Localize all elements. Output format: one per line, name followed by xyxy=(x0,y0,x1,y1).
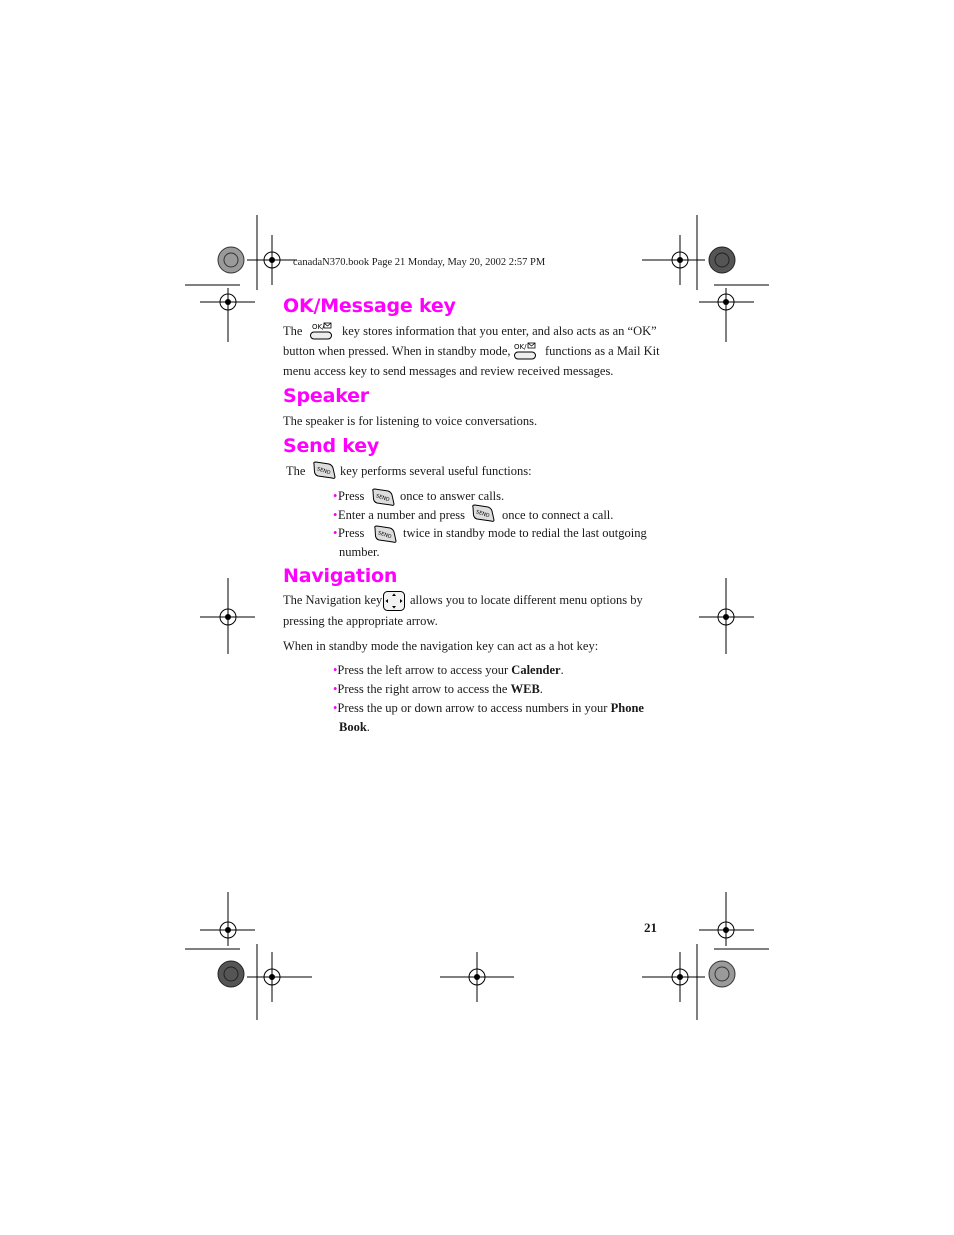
bullet-marker: • xyxy=(333,526,338,540)
send-key-heading: Send key xyxy=(283,435,380,457)
bullet-marker: • xyxy=(333,682,338,696)
nav-b2-end: . xyxy=(539,682,543,696)
nav-b3-pre: Press the up or down arrow to access numbers in your xyxy=(337,701,608,715)
bullet-marker: • xyxy=(333,508,338,522)
navigation-heading: Navigation xyxy=(283,565,398,587)
send-b3-post: twice in standby mode to redial the last outgoing xyxy=(403,526,647,540)
send-key-label: SEND xyxy=(475,509,491,520)
web-label: WEB xyxy=(510,682,540,696)
send-key-label: SEND xyxy=(375,493,391,504)
send-key-icon xyxy=(311,460,337,480)
send-b2-pre: Enter a number and press xyxy=(338,508,466,522)
ok-line1-pre: The xyxy=(283,324,303,338)
nav-p1-post: allows you to locate different menu options by xyxy=(410,593,643,607)
send-b1-pre: Press xyxy=(338,489,365,503)
page-number: 21 xyxy=(644,920,657,935)
navigation-key-icon xyxy=(382,590,406,612)
nav-p1-pre: The Navigation key xyxy=(283,593,383,607)
bullet-marker: • xyxy=(333,663,338,677)
nav-b1-pre: Press the left arrow to access your xyxy=(337,663,509,677)
nav-bullet-2 xyxy=(333,679,543,699)
send-b3-pre: Press xyxy=(338,526,365,540)
nav-bullet-1 xyxy=(333,660,564,680)
nav-b2-pre: Press the right arrow to access the xyxy=(337,682,508,696)
ok-message-key-icon xyxy=(309,321,333,341)
calender-label: Calender xyxy=(511,663,561,677)
nav-p2: When in standby mode the navigation key can act as a hot key: xyxy=(283,639,599,653)
ok-line2-pre: button when pressed. When in standby mode, xyxy=(283,344,511,358)
send-key-icon xyxy=(370,487,396,507)
bullet-marker: • xyxy=(333,489,338,503)
send-intro-post: key performs several useful functions: xyxy=(340,464,532,478)
speaker-heading: Speaker xyxy=(283,385,369,407)
nav-bullet-3 xyxy=(333,698,644,718)
ok-line1-post: key stores information that you enter, and also acts as an “OK” xyxy=(342,324,657,338)
book-label: Book xyxy=(339,720,367,734)
ok-message-key-icon xyxy=(513,341,537,361)
nav-p1-cont: pressing the appropriate arrow. xyxy=(283,614,438,628)
send-b2-post: once to connect a call. xyxy=(502,508,614,522)
bullet-marker: • xyxy=(333,701,338,715)
ok-message-key-heading: OK/Message key xyxy=(283,295,456,317)
send-b1-post: once to answer calls. xyxy=(400,489,505,503)
ok-key-label: OK/ xyxy=(514,343,527,351)
nav-b3-end: . xyxy=(366,720,370,734)
send-b3-cont: number. xyxy=(339,545,380,559)
speaker-text: The speaker is for listening to voice conversations. xyxy=(283,414,538,428)
phone-label: Phone xyxy=(610,701,644,715)
ok-key-label: OK/ xyxy=(312,323,325,331)
ok-line3: menu access key to send messages and review received messages. xyxy=(283,364,614,378)
book-info-header: canadaN370.book Page 21 Monday, May 20, 2002 2:57 PM xyxy=(293,257,546,268)
send-key-label: SEND xyxy=(316,466,332,477)
nav-b1-end: . xyxy=(560,663,564,677)
send-key-icon xyxy=(470,503,496,523)
send-intro-pre: The xyxy=(286,464,306,478)
send-key-icon xyxy=(372,524,398,544)
ok-line2-post: functions as a Mail Kit xyxy=(545,344,660,358)
nav-bullet-3-cont xyxy=(339,717,370,737)
send-key-label: SEND xyxy=(377,530,393,541)
